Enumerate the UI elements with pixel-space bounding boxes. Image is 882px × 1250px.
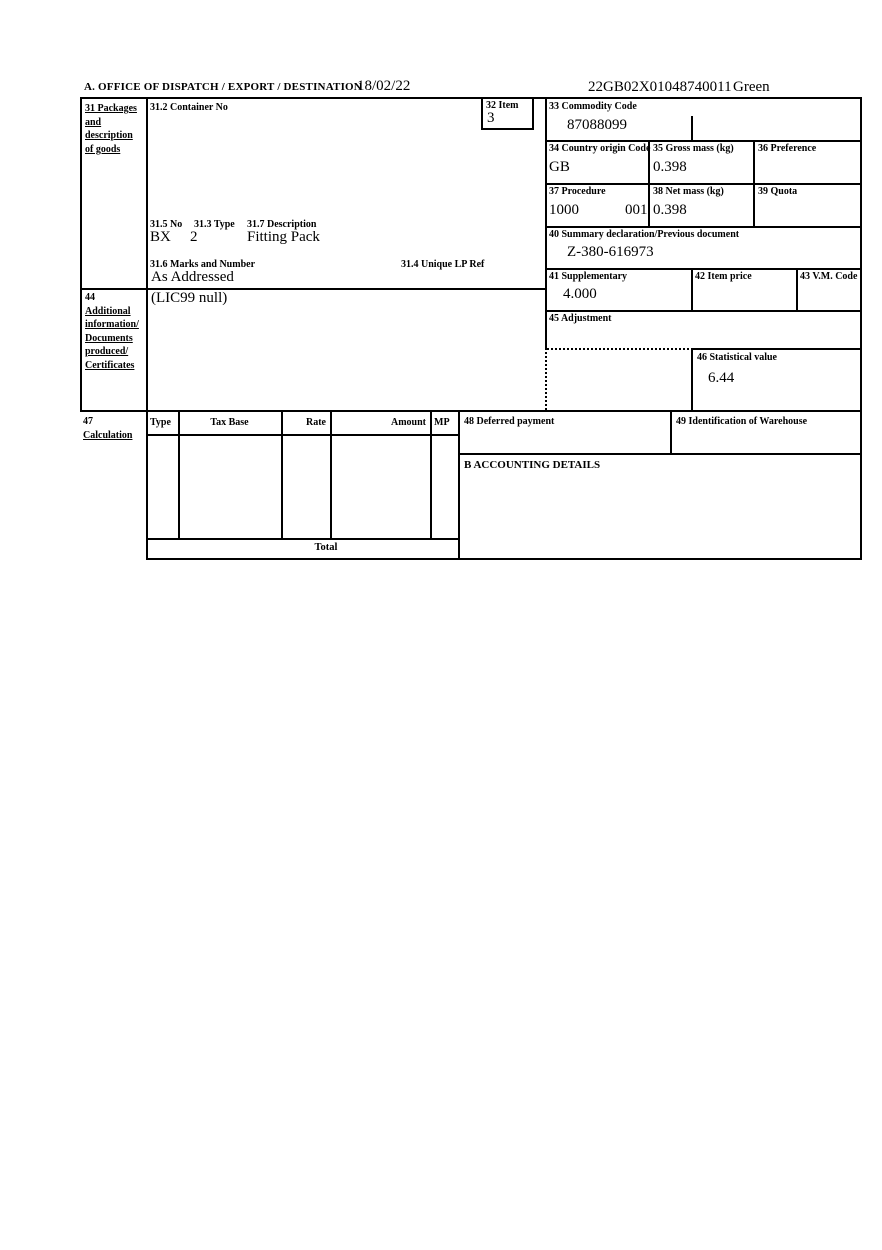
statistical-value-box	[691, 348, 860, 410]
item-detail-grid	[80, 97, 862, 412]
previous-document-value: Z-380-616973	[567, 244, 654, 260]
packages-type-label: 31.3 Type	[194, 219, 235, 230]
divider	[430, 412, 432, 538]
gross-mass-label: 35 Gross mass (kg)	[653, 143, 734, 154]
item-number-value: 3	[487, 110, 495, 126]
packages-description-label: 31.7 Description	[247, 219, 317, 230]
routing-status: Green	[733, 79, 770, 95]
divider	[146, 558, 862, 560]
divider	[753, 140, 755, 226]
office-of-dispatch-label: A. OFFICE OF DISPATCH / EXPORT / DESTINATION	[84, 81, 362, 93]
box47-calculation-label: 47 Calculation	[83, 416, 133, 441]
item-price-label: 42 Item price	[695, 271, 752, 282]
packages-no-value: BX	[150, 229, 171, 245]
dotted-divider	[547, 348, 693, 350]
packages-no-label: 31.5 No	[150, 219, 183, 230]
divider	[146, 434, 460, 436]
calc-col-tax-base: Tax Base	[210, 417, 249, 428]
supplementary-value: 4.000	[563, 286, 597, 302]
procedure-value: 1000	[549, 202, 579, 218]
accounting-details-box	[458, 455, 862, 558]
box31-packages-label: 31 Packages and description of goods	[85, 103, 137, 155]
divider	[178, 412, 180, 538]
divider	[547, 310, 860, 312]
quota-label: 39 Quota	[758, 186, 798, 197]
movement-reference-number: 22GB02X01048740011	[588, 79, 732, 95]
procedure-label: 37 Procedure	[549, 186, 606, 197]
total-label: Total	[314, 542, 338, 553]
statistical-value-label: 46 Statistical value	[697, 352, 777, 363]
calc-col-mp: MP	[434, 417, 450, 428]
packages-description-value: Fitting Pack	[247, 229, 320, 245]
divider	[330, 412, 332, 538]
warehouse-identification-label: 49 Identification of Warehouse	[676, 416, 808, 427]
accounting-details-label: B ACCOUNTING DETAILS	[464, 459, 601, 471]
divider	[547, 268, 860, 270]
net-mass-label: 38 Net mass (kg)	[653, 186, 724, 197]
gross-mass-value: 0.398	[653, 159, 687, 175]
preference-label: 36 Preference	[758, 143, 817, 154]
calc-col-rate: Rate	[306, 417, 326, 428]
divider	[691, 268, 693, 310]
supplementary-label: 41 Supplementary	[549, 271, 628, 282]
divider	[691, 116, 693, 140]
divider	[547, 140, 860, 142]
divider	[146, 99, 148, 410]
adjustment-label: 45 Adjustment	[549, 313, 612, 324]
divider	[281, 412, 283, 538]
item-number-box	[481, 99, 534, 130]
container-no-label: 31.2 Container No	[150, 102, 228, 113]
additional-info-value: (LIC99 null)	[151, 290, 228, 306]
marks-and-number-label: 31.6 Marks and Number	[150, 259, 256, 270]
procedure-additional-value: 001	[625, 202, 648, 218]
declaration-date: 18/02/22	[357, 78, 411, 94]
calc-col-amount: Amount	[390, 417, 426, 428]
deferred-payment-box	[458, 412, 672, 455]
net-mass-value: 0.398	[653, 202, 687, 218]
marks-and-number-value: As Addressed	[151, 269, 234, 285]
commodity-code-value: 87088099	[567, 117, 627, 133]
item-label: 32 Item	[486, 100, 519, 111]
country-origin-value: GB	[549, 159, 570, 175]
divider	[146, 538, 460, 540]
divider	[547, 183, 860, 185]
vm-code-label: 43 V.M. Code	[800, 271, 858, 282]
deferred-payment-label: 48 Deferred payment	[464, 416, 555, 427]
right-column-grid	[547, 99, 860, 410]
commodity-code-label: 33 Commodity Code	[549, 101, 637, 112]
calc-col-type: Type	[150, 417, 171, 428]
country-origin-label: 34 Country origin Code	[549, 143, 651, 154]
divider	[547, 226, 860, 228]
packages-type-value: 2	[190, 229, 198, 245]
warehouse-identification-box	[672, 412, 862, 455]
statistical-value: 6.44	[708, 370, 735, 386]
previous-document-label: 40 Summary declaration/Previous document	[549, 229, 740, 240]
divider	[796, 268, 798, 310]
unique-lp-ref-label: 31.4 Unique LP Ref	[401, 259, 485, 270]
box44-additional-info-label: 44 Additional information/ Documents produced/ Certificates	[85, 292, 139, 371]
